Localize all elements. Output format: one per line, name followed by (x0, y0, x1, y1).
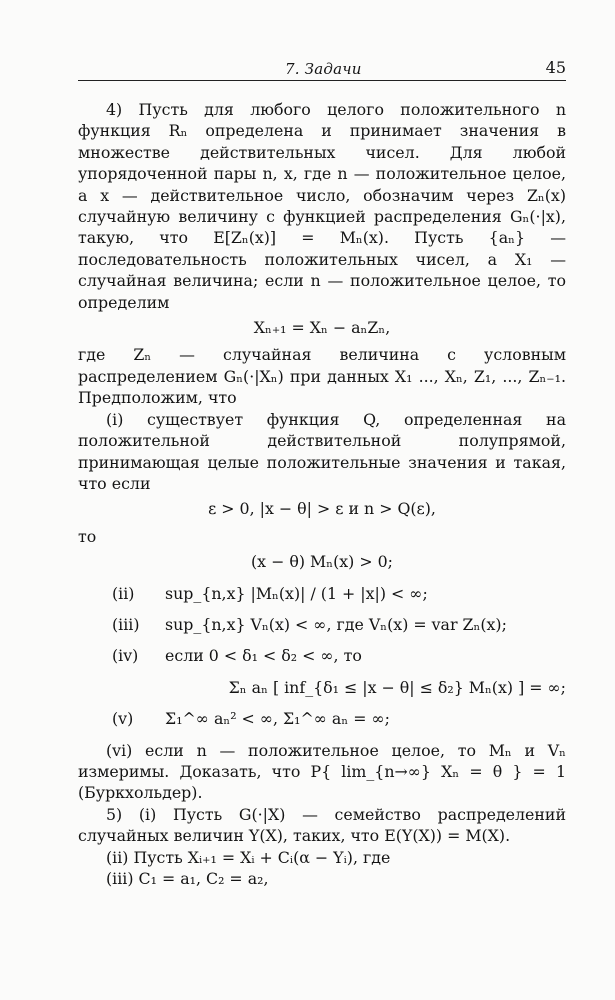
problem-5-iii: (iii) C₁ = a₁, C₂ = a₂, (106, 869, 269, 888)
book-page (78, 52, 566, 992)
condition-iv-number: (iv) (112, 646, 139, 666)
condition-ii-number: (ii) (112, 583, 135, 603)
equation-sign: (x − θ) Mₙ(x) > 0; (251, 552, 393, 572)
where-paragraph: где Zₙ — случайная величина с условным распределением Gₙ(·|Xₙ) при данных X₁ ..., Xₙ, Z₁, ..., Zₙ₋₁. Предположим, что (78, 345, 566, 408)
then-word: то (78, 526, 97, 546)
page-content (78, 99, 566, 889)
condition-iv (112, 645, 566, 666)
condition-iii (112, 614, 566, 635)
condition-ii-formula: sup_{n,x} |Mₙ(x)| / (1 + |x|) < ∞; (165, 583, 428, 603)
problem-4-paragraph: 4) Пусть для любого целого положительного n функция Rₙ определена и принимает значения в множестве действительных чисел. Для любой упорядоченной пары n, x, где n — положительное целое, а x — действительное число, обозначим через Zₙ(x) случайную величину с функцией распределения Gₙ(·|x), такую, что E[Zₙ(x)] = Mₙ(x). Пусть {aₙ} — последовательность положительных чисел, а X₁ — случайная величина; если n — положительное целое, то определим (78, 100, 566, 312)
condition-v-formula: Σ₁^∞ aₙ² < ∞, Σ₁^∞ aₙ = ∞; (165, 709, 390, 729)
equation-sum-inf: Σₙ aₙ [ inf_{δ₁ ≤ |x − θ| ≤ δ₂} Mₙ(x) ] = ∞; (228, 677, 566, 697)
problem-5-ii: (ii) Пусть Xᵢ₊₁ = Xᵢ + Cᵢ(α − Yᵢ), где (106, 847, 391, 867)
condition-ii (112, 583, 566, 604)
condition-iii-number: (iii) (112, 614, 140, 634)
equation-recurrence: Xₙ₊₁ = Xₙ − aₙZₙ, (253, 318, 391, 338)
equation-condition: ε > 0, |x − θ| > ε и n > Q(ε), (208, 499, 436, 519)
page-number: 45 (545, 58, 566, 77)
condition-iv-text: если 0 < δ₁ < δ₂ < ∞, то (165, 646, 362, 666)
condition-v-number: (v) (112, 709, 134, 729)
condition-v (112, 708, 566, 729)
running-title: 7. Задачи (285, 60, 362, 78)
condition-vi-paragraph: (vi) если n — положительное целое, то Mₙ и Vₙ измеримы. Доказать, что P{ lim_{n→∞} Xₙ = θ } = 1 (Буркхольдер). (78, 740, 566, 803)
condition-i-paragraph: (i) существует функция Q, определенная на положительной действительной полупрямой, принимающая целые положительные значения и такая, что если (78, 409, 566, 493)
page-header (78, 52, 566, 81)
condition-iii-formula: sup_{n,x} Vₙ(x) < ∞, где Vₙ(x) = var Zₙ(x); (165, 614, 507, 634)
problem-5-paragraph: 5) (i) Пусть G(·|X) — семейство распределений случайных величин Y(X), таких, что E(Y(X)) = M(X). (78, 804, 566, 846)
